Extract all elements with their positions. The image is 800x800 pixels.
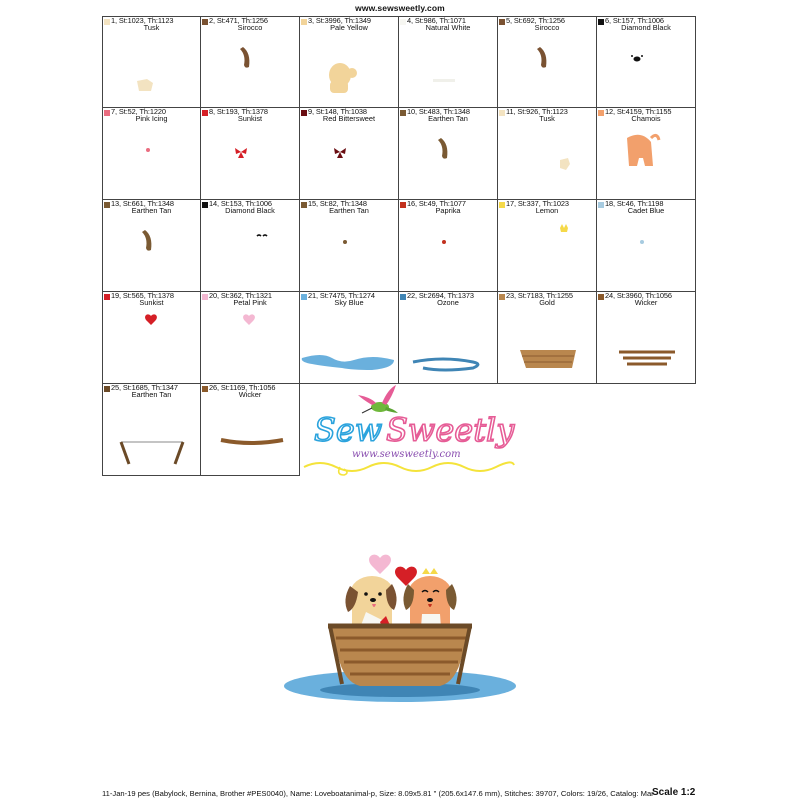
thread-color-name: Earthen Tan [329,206,369,215]
thread-color-name: Wicker [634,298,658,307]
boat-rim-icon [221,440,283,443]
water-icon [302,355,394,370]
color-cell-info: 1, St:1023, Th:1123 [111,16,174,25]
svg-text:Sew: Sew [314,411,383,449]
color-cell-info: 13, St:661, Th:1348 [111,200,174,208]
boat-icon [328,626,472,686]
heart-icon [243,314,255,325]
logo-url: www.sewsweetly.com [352,449,461,460]
bow-icon [235,148,247,158]
color-cell [201,108,300,200]
color-cell-info: 2, St:471, Th:1256 [209,16,268,25]
color-cell [597,200,696,292]
color-cell-info: 9, St:148, Th:1038 [308,108,367,116]
color-cell-info: 16, St:49, Th:1077 [407,200,466,208]
paw-patch-icon [560,158,570,170]
color-cell-info: 20, St:362, Th:1321 [209,292,272,300]
thread-color-name: Diamond Black [621,23,671,32]
ear-curve-icon [537,47,546,68]
color-cell [102,200,201,292]
color-cell [498,16,597,108]
color-cell-info: 12, St:4159, Th:1155 [605,108,672,116]
color-cell-info: 18, St:46, Th:1198 [605,200,664,208]
color-cell [201,292,300,384]
thread-color-name: Sunkist [139,298,164,307]
thread-color-name: Lemon [535,206,559,215]
color-cell [102,108,201,200]
nose-icon [631,55,643,62]
eyes-icon [257,235,267,236]
thread-color-name: Red Bittersweet [322,114,376,123]
color-cell [597,292,696,384]
color-cell [399,16,498,108]
color-cell-info: 25, St:1685, Th:1347 [111,384,178,392]
color-cell-info: 6, St:157, Th:1006 [605,16,664,25]
tusk-patch-icon [137,79,153,91]
white-patch-icon [433,79,455,82]
color-cell [498,292,597,384]
design-info-footer: 11-Jan-19 pes (Babylock, Bernina, Brother #PES0040), Name: Loveboatanimal-p, Size: 8.09x5.81 " (205.6x147.6 mm), Stitches: 39707, Colors: 19/26, Catalog: Mar [102,789,654,798]
site-url-header: www.sewsweetly.com [355,3,445,13]
thread-color-name: Sirocco [237,23,263,32]
boat-frame-icon [121,442,183,464]
boat-hull-icon [520,350,576,368]
thread-color-name: Sky Blue [334,298,364,307]
water-outline-icon [413,359,478,370]
thread-color-name: Pale Yellow [330,23,368,32]
color-cell-info: 19, St:565, Th:1378 [111,292,174,300]
pink-heart-icon [369,555,391,574]
color-cell-info: 8, St:193, Th:1378 [209,108,268,116]
thread-color-name: Petal Pink [233,298,267,307]
color-cell [102,292,201,384]
ear-curve-icon [240,47,249,68]
color-cell [201,16,300,108]
color-cell [399,200,498,292]
heart-icon [145,314,157,325]
color-cell-info: 17, St:337, Th:1023 [506,200,569,208]
color-cell [102,16,201,108]
color-cell-info: 11, St:926, Th:1123 [506,108,568,116]
color-cell-info: 14, St:153, Th:1006 [209,200,272,208]
color-cell [498,108,597,200]
color-cell-info: 22, St:2694, Th:1373 [407,292,474,300]
thread-color-name: Tusk [539,114,555,123]
thread-color-name: Earthen Tan [131,206,172,215]
color-cell [399,108,498,200]
thread-color-name: Sunkist [237,114,263,123]
dot-icon [442,240,446,244]
bow-icon [334,148,346,158]
color-cell [201,384,300,476]
puppy-body-icon [627,135,659,166]
color-cell-info: 15, St:82, Th:1348 [308,200,367,208]
crown-icon [560,224,568,232]
thread-color-name: Cadet Blue [627,206,665,215]
color-cell [102,384,201,476]
dot-icon [146,148,150,152]
thread-color-name: Natural White [425,23,471,32]
thread-color-name: Gold [539,298,555,307]
sew-sweetly-logo [300,385,520,481]
color-cell-info: 21, St:7475, Th:1274 [308,292,375,300]
color-cell [300,200,399,292]
color-cell [300,292,399,384]
color-cell-info: 23, St:7183, Th:1255 [506,292,573,300]
color-cell [300,108,399,200]
color-cell [597,108,696,200]
svg-text:Sweetly: Sweetly [386,411,515,449]
color-cell-info: 24, St:3960, Th:1056 [605,292,672,300]
thread-color-name: Tusk [143,23,160,32]
thread-color-name: Ozone [437,298,459,307]
thread-color-name: Wicker [238,390,262,399]
color-cell [201,200,300,292]
thread-color-name: Sirocco [534,23,560,32]
thread-color-name: Paprika [435,206,461,215]
puppy-head-icon [329,63,357,93]
color-cell-info: 10, St:483, Th:1348 [407,108,470,116]
hummingbird-icon [358,385,398,413]
color-cell-info: 7, St:52, Th:1220 [111,108,166,116]
color-cell-info: 3, St:3996, Th:1349 [308,16,371,25]
thread-color-name: Pink Icing [135,114,168,123]
color-cell-info: 5, St:692, Th:1256 [506,16,565,25]
ear-curve-icon [438,138,447,159]
scale-label: Scale 1:2 [652,787,696,798]
boat-stripes-icon [619,352,675,364]
color-cell [300,16,399,108]
color-cell [498,200,597,292]
thread-color-name: Diamond Black [225,206,275,215]
dot-icon [640,240,644,244]
color-cell [597,16,696,108]
color-cell [399,292,498,384]
thread-color-name: Earthen Tan [428,114,468,123]
ear-curve-icon [142,230,151,251]
thread-color-name: Earthen Tan [131,390,172,399]
color-cell-info: 26, St:1169, Th:1056 [209,384,276,392]
dot-icon [343,240,347,244]
color-cell-info: 4, St:986, Th:1071 [407,16,466,25]
thread-color-name: Chamois [631,114,661,123]
love-boat-puppies-design [280,552,520,712]
